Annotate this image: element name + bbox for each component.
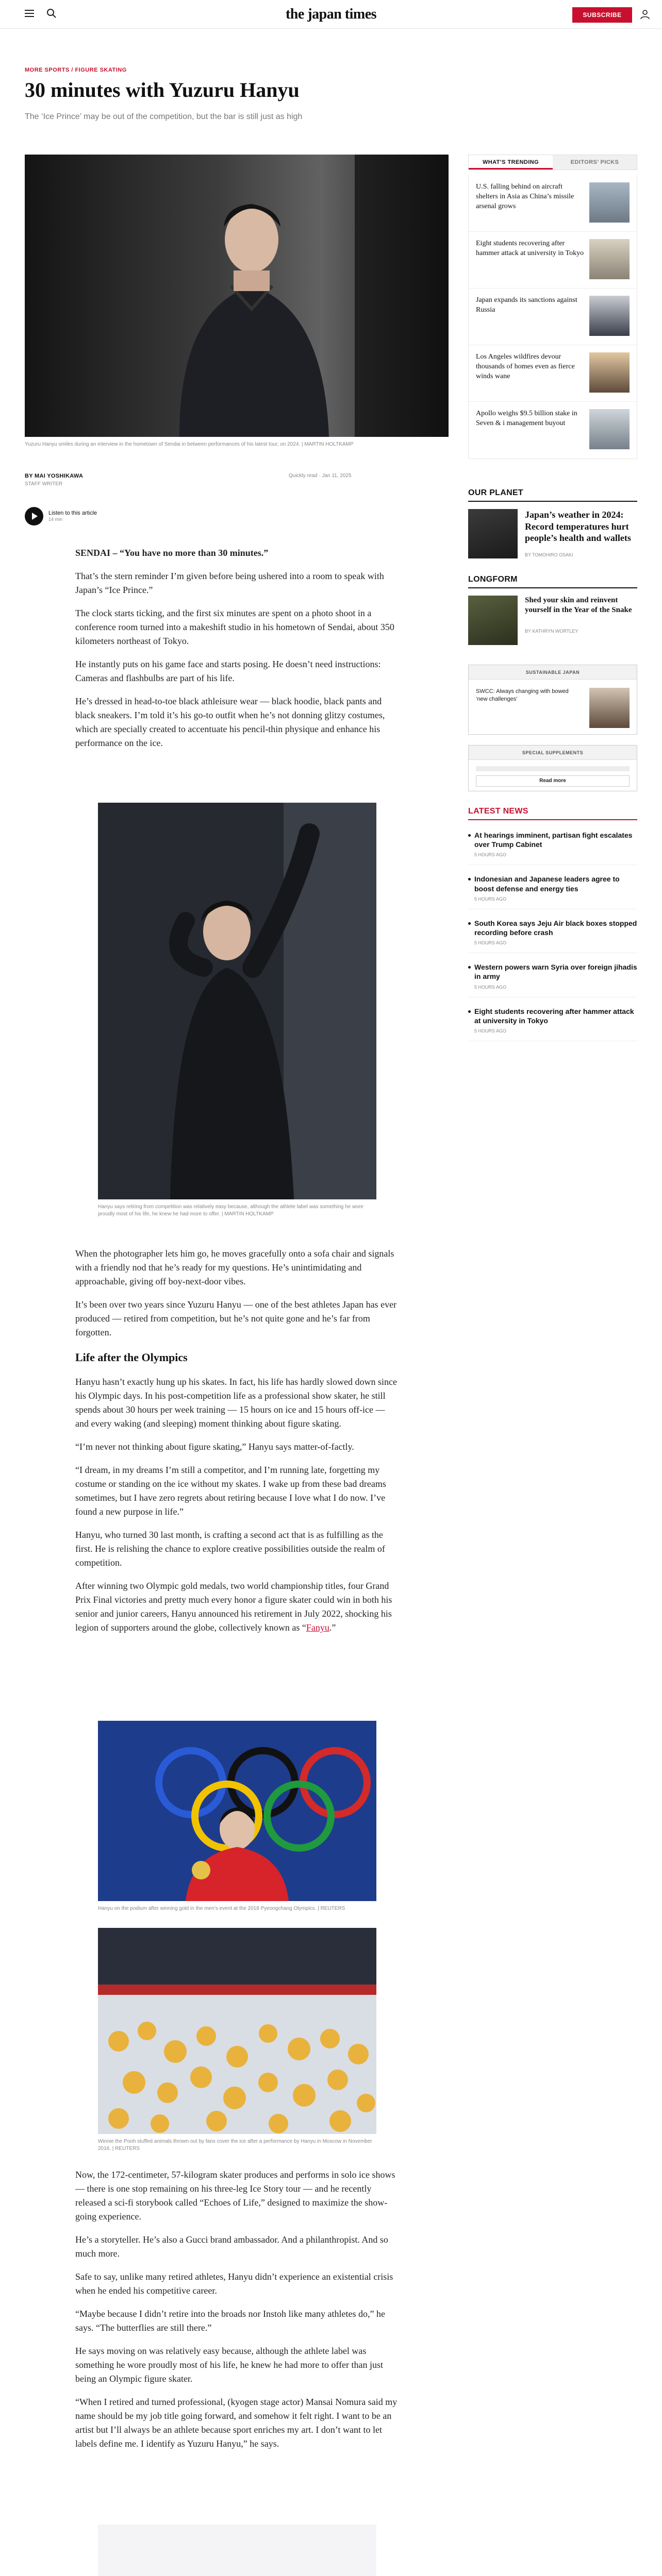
our-planet-thumbnail: [468, 509, 518, 558]
sidebar-tabs: [468, 155, 637, 170]
article-body-1: [75, 546, 400, 759]
site-header: [0, 0, 662, 29]
paragraph: The clock starts ticking, and the first six minutes are spent on a photo shoot in a conference room turned into a makeshift studio in his hometown of Sendai, about 350 kilometers northeast of Tokyo.: [75, 608, 394, 646]
site-logo[interactable]: the japan times: [285, 6, 377, 22]
sustainable-japan-header: SUSTAINABLE JAPAN: [469, 665, 637, 680]
paragraph: He’s a storyteller. He’s also a Gucci brand ambassador. And a philanthropist. And so much more.: [75, 2234, 388, 2259]
trending-thumbnail: [589, 296, 630, 336]
paragraph: Safe to say, unlike many retired athletes, Hanyu didn’t experience an existential crisis when he ended his competitive career.: [75, 2272, 393, 2296]
listen-duration: 14 min: [48, 517, 63, 522]
paragraph: “I’m never not thinking about figure skating,” Hanyu says matter-of-factly.: [75, 1442, 354, 1452]
listen-label: Listen to this article: [48, 510, 97, 516]
special-supplements-header: SPECIAL SUPPLEMENTS: [469, 745, 637, 760]
paragraph: Now, the 172-centimeter, 57-kilogram skater produces and performs in solo ice shows — there is one stop remaining on his three-leg Ice Story tour — and he recently released a sci-fi storybook called “Echoes of Life,” designed to maximize the show-going experience.: [75, 2170, 395, 2222]
trending-item[interactable]: Apollo weighs $9.5 billion stake in Seven & i management buyout: [469, 402, 637, 459]
article-kicker[interactable]: MORE SPORTS / FIGURE SKATING: [25, 67, 127, 73]
our-planet-heading: OUR PLANET: [468, 488, 523, 497]
latest-news-item[interactable]: South Korea says Jeju Air black boxes stopped recording before crash 5 HOURS AGO: [468, 909, 637, 953]
section-divider: [468, 501, 637, 502]
latest-news-list: [468, 821, 637, 1041]
section-divider: [468, 819, 637, 820]
tab-editors-picks[interactable]: EDITORS’ PICKS: [553, 155, 637, 170]
paragraph: “Maybe because I didn’t retire into the broads nor Instoh like many athletes do,” he says. “The butterflies are still there.”: [75, 2309, 385, 2333]
article-title: 30 minutes with Yuzuru Hanyu: [25, 78, 300, 101]
byline-role: STAFF WRITER: [25, 481, 63, 487]
paragraph: Hanyu, who turned 30 last month, is crafting a second act that is as fulfilling as the first. He is relishing the chance to explore creative possibilities outside the realm of competition.: [75, 1530, 385, 1568]
trending-thumbnail: [589, 409, 630, 449]
paragraph: “When I retired and turned professional, (kyogen stage actor) Mansai Nomura said my name should be my job title going forward, and somehow it felt right. I want to be an artist but I’ll always be an athlete because sport enriches my art. I don’t want to let labels define me. I identify as Yuzuru Hanyu,” he says.: [75, 2397, 398, 2449]
photo-caption: Winnie the Pooh stuffed animals thrown out by fans cover the ice after a performance by Hanyu in Moscow in November 2016. | REUTERS: [98, 2139, 372, 2151]
latest-news-item[interactable]: Indonesian and Japanese leaders agree to boost defense and energy ties 5 HOURS AGO: [468, 865, 637, 909]
our-planet-item[interactable]: Japan’s weather in 2024: Record temperatures hurt people’s health and wallets BY TOMOHIRO OSAKI: [468, 509, 637, 561]
photo-caption: Hanyu says retiring from competition was relatively easy because, although the athlete label was something he wore proudly most of his life, he knew he had more to offer. | MARTIN HOLTKAMP: [98, 1204, 363, 1217]
trending-list: [468, 175, 637, 459]
paragraph: He’s dressed in head-to-toe black athleisure wear — black hoodie, black pants and black sneakers. I’m told it’s his go-to outfit when he’s not donning glitzy costumes, which are specially created to accentuate his pencil-thin physique and enhance his performance on the ice.: [75, 696, 385, 748]
special-supplements-box: [468, 745, 637, 791]
trending-item[interactable]: Eight students recovering after hammer attack at university in Tokyo: [469, 232, 637, 289]
sustainable-thumbnail: [589, 688, 630, 728]
latest-news-item[interactable]: Western powers warn Syria over foreign jihadis in army 5 HOURS AGO: [468, 953, 637, 997]
section-divider: [468, 587, 637, 588]
hero-caption: Yuzuru Hanyu smiles during an interview in the hometown of Sendai in between performances of his latest tour, on 2024. | MARTIN HOLTKAMP: [25, 442, 354, 447]
paragraph: He says moving on was relatively easy because, although the athlete label was something he wore proudly most of his life, he knew he had more to offer than just being an Olympic figure skater.: [75, 2346, 384, 2384]
trending-item[interactable]: U.S. falling behind on aircraft shelters in Asia as China’s missile arsenal grows: [469, 175, 637, 232]
supplements-placeholder: [476, 766, 630, 771]
paragraph: It’s been over two years since Yuzuru Hanyu — one of the best athletes Japan has ever produced — retired from competition, but he’s not quite gone and he’s far from forgotten.: [75, 1299, 397, 1337]
article-photo-pooh-toys: [98, 1928, 376, 2134]
trending-thumbnail: [589, 182, 630, 223]
longform-item[interactable]: Shed your skin and reinvent yourself in the Year of the Snake BY KATHRYN WORTLEY: [468, 596, 637, 647]
section-heading: Life after the Olympics: [75, 1351, 188, 1364]
trending-item[interactable]: Los Angeles wildfires devour thousands of homes even as fierce winds wane: [469, 345, 637, 402]
paragraph: After winning two Olympic gold medals, two world championship titles, four Grand Prix Final victories and pretty much every honor a figure skater could win in both his senior and junior careers, Hanyu announced his retirement in July 2022, shocking his legion of supporters around the globe, collectively known as “Fanyu.”: [75, 1581, 392, 1633]
longform-thumbnail: [468, 596, 518, 645]
article-body-2: [75, 1247, 400, 1644]
read-more-button[interactable]: Read more: [476, 775, 630, 787]
trending-item[interactable]: Japan expands its sanctions against Russia: [469, 289, 637, 345]
article-photo-hanyu-pose: [98, 803, 376, 1199]
sustainable-japan-box: [468, 665, 637, 735]
article-subtitle: The ‘Ice Prince’ may be out of the competition, but the bar is still just as high: [25, 112, 303, 121]
article-meta: Quickly read · Jan 11, 2025: [289, 473, 352, 479]
sustainable-item[interactable]: SWCC: Always changing with bowed ‘new challenges’: [476, 688, 569, 703]
play-icon[interactable]: [25, 507, 43, 526]
paragraph: SENDAI – “You have no more than 30 minutes.”: [75, 548, 269, 558]
listen-player[interactable]: [25, 507, 97, 526]
paragraph: He instantly puts on his game face and starts posing. He doesn’t need instructions: Cameras and flashbulbs are part of his life.: [75, 659, 381, 683]
tab-whats-trending[interactable]: WHAT’S TRENDING: [469, 155, 553, 170]
paragraph: “I dream, in my dreams I’m still a competitor, and I’m running late, forgetting my costume or standing on the ice without my skates. I wake up from these bad dreams sometimes, but I have zero regrets about retiring because I love what I do now. I’ve found a new purpose in life.”: [75, 1465, 386, 1517]
fanyu-link[interactable]: Fanyu: [306, 1622, 329, 1633]
article-photo-skating-spin: [98, 2524, 376, 2576]
trending-thumbnail: [589, 239, 630, 279]
subscribe-button[interactable]: SUBSCRIBE: [572, 7, 632, 23]
paragraph: That’s the stern reminder I’m given before being ushered into a room to speak with Japan’s “Ice Prince.”: [75, 571, 384, 595]
paragraph: When the photographer lets him go, he moves gracefully onto a sofa chair and signals with a friendly nod that he’s ready for my questions. He’s unintimidating and approachable, giving off boy-next-door vibes.: [75, 1248, 394, 1286]
latest-news-item[interactable]: At hearings imminent, partisan fight escalates over Trump Cabinet 5 HOURS AGO: [468, 821, 637, 865]
photo-caption: Hanyu on the podium after winning gold in the men’s event at the 2018 Pyeongchang Olympics. | REUTERS: [98, 1906, 345, 1911]
latest-news-heading: LATEST NEWS: [468, 807, 528, 816]
longform-heading: LONGFORM: [468, 575, 518, 584]
hero-photo: [25, 155, 449, 437]
article-body-3: [75, 2168, 400, 2460]
trending-thumbnail: [589, 352, 630, 393]
user-account-icon[interactable]: [639, 9, 651, 20]
latest-news-item[interactable]: Eight students recovering after hammer attack at university in Tokyo 5 HOURS AGO: [468, 997, 637, 1041]
byline[interactable]: BY MAI YOSHIKAWA: [25, 473, 84, 479]
paragraph: Hanyu hasn’t exactly hung up his skates. In fact, his life has hardly slowed down since his Olympic days. In his post-competition life as a professional show skater, he still spends about 30 hours per week training — 15 hours on ice and 15 hours off-ice — and every waking (and sleeping) moment thinking about figure skating.: [75, 1377, 398, 1429]
article-photo-olympics-podium: [98, 1721, 376, 1901]
